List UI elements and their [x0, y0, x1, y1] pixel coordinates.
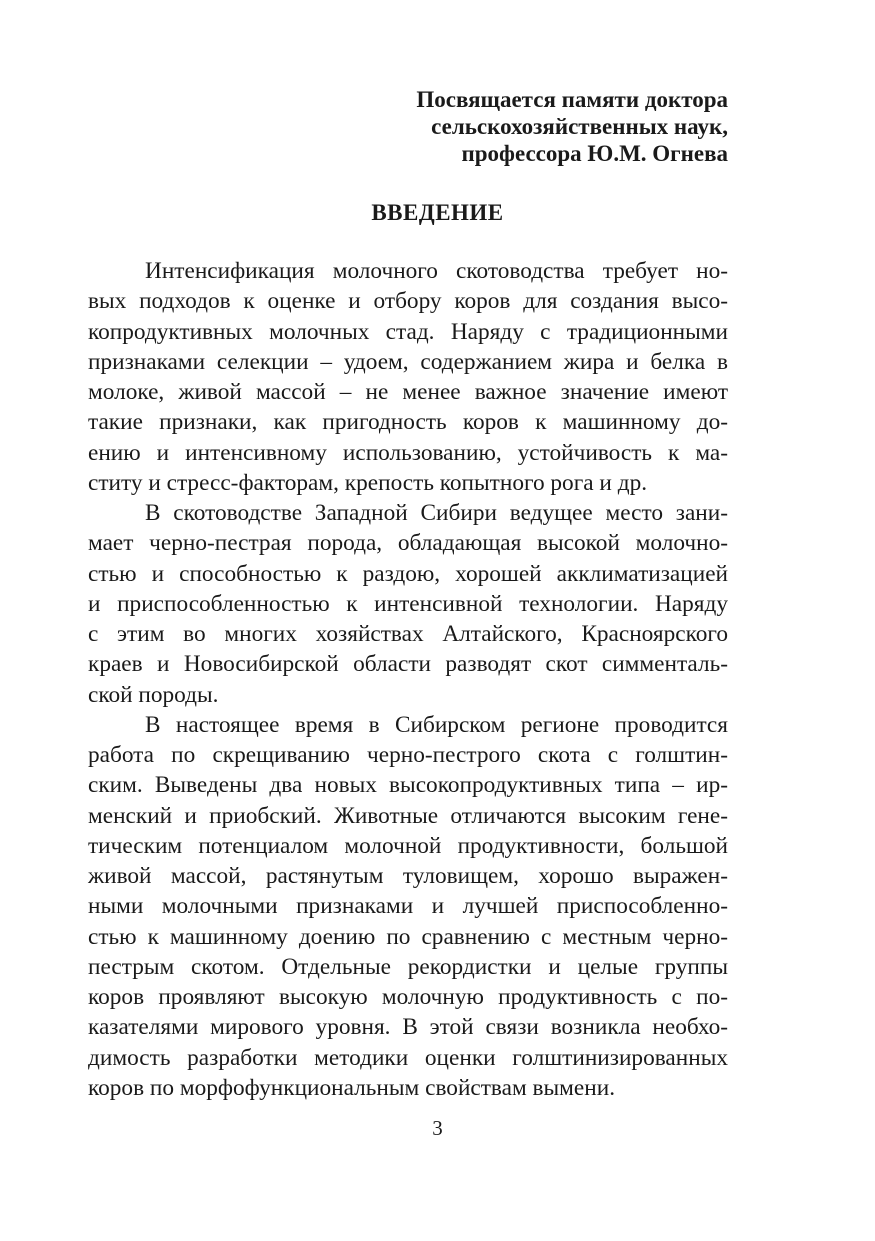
text-line: Интенсификация молочного скотоводства требует но-	[145, 258, 728, 284]
text-line: казателями мирового уровня. В этой связи возникла необхо-	[88, 1014, 728, 1041]
text-line: стью и способностью к раздою, хорошей акклиматизацией	[88, 560, 728, 587]
text-line: ститу и стресс-факторам, крепость копытного рога и др.	[88, 469, 648, 496]
text-line: признаками селекции – удоем, содержанием жира и белка в	[88, 348, 728, 375]
dedication-line: профессора Ю.М. Огнева	[461, 141, 728, 166]
text-line: коров проявляют высокую молочную продуктивность с по-	[88, 984, 728, 1010]
text-line: ению и интенсивному использованию, устойчивость к ма-	[88, 439, 728, 466]
page-number: 3	[432, 1116, 443, 1140]
paragraph	[88, 710, 728, 1103]
text-line: с этим во многих хозяйствах Алтайского, Красноярского	[88, 621, 728, 647]
text-line: копродуктивных молочных стад. Наряду с традиционными	[88, 318, 728, 345]
text-line: живой массой, растянутым туловищем, хорошо выражен-	[88, 863, 728, 889]
text-line: вых подходов к оценке и отбору коров для создания высо-	[88, 288, 728, 315]
text-line: В скотоводстве Западной Сибири ведущее место зани-	[145, 500, 728, 526]
text-line: и приспособленностью к интенсивной технологии. Наряду	[88, 590, 728, 617]
text-line: ским. Выведены два новых высокопродуктивных типа – ир-	[88, 772, 728, 799]
paragraph	[88, 256, 728, 498]
text-line: пестрым скотом. Отдельные рекордистки и целые группы	[88, 953, 728, 980]
text-line: мает черно-пестрая порода, обладающая высокой молочно-	[88, 530, 728, 557]
text-line: ными молочными признаками и лучшей приспособленно-	[88, 893, 728, 920]
text-line: В настоящее время в Сибирском регионе проводится	[145, 711, 728, 738]
dedication-line: сельскохозяйственных наук,	[431, 114, 728, 139]
text-line: коров по морфофункциональным свойствам вымени.	[88, 1074, 616, 1101]
text-line: ской породы.	[88, 681, 219, 708]
paragraph	[88, 498, 728, 710]
dedication-line: Посвящается памяти доктора	[416, 87, 728, 112]
text-line: димость разработки методики оценки голштинизированных	[88, 1044, 728, 1071]
text-line: стью к машинному доению по сравнению с местным черно-	[88, 923, 728, 950]
text-line: тическим потенциалом молочной продуктивности, большой	[88, 832, 728, 859]
text-line: работа по скрещиванию черно-пестрого скота с голштин-	[88, 742, 728, 768]
section-heading: ВВЕДЕНИЕ	[371, 200, 504, 225]
text-line: менский и приобский. Животные отличаются высоким гене-	[88, 802, 728, 829]
text-line: молоке, живой массой – не менее важное значение имеют	[88, 379, 728, 405]
body-text	[88, 256, 728, 1103]
dedication	[208, 86, 728, 167]
text-line: краев и Новосибирской области разводят скот симменталь-	[88, 651, 728, 678]
text-line: такие признаки, как пригодность коров к машинному до-	[88, 409, 728, 436]
